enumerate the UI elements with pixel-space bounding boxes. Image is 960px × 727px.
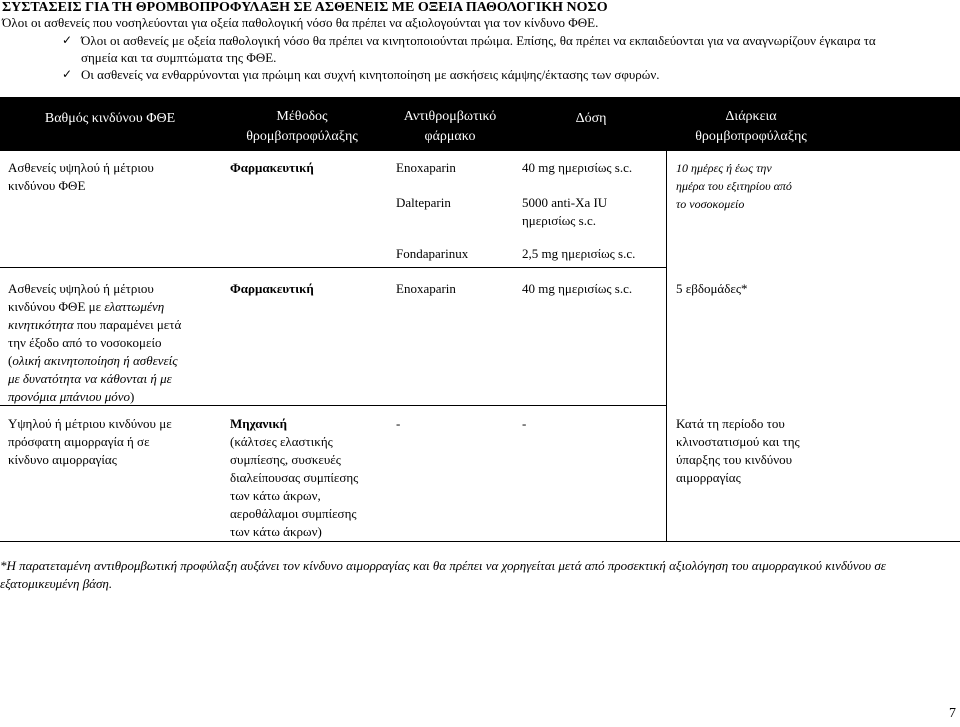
row2-method: Φαρμακευτική bbox=[230, 281, 314, 296]
text-run: κινδύνου ΦΘΕ με bbox=[8, 299, 105, 314]
text-run: ) bbox=[130, 389, 135, 404]
text-line: αεροθάλαμοι συμπίεσης bbox=[230, 506, 357, 521]
header-drug bbox=[384, 107, 516, 147]
text-line bbox=[8, 388, 223, 406]
row3-method bbox=[230, 415, 380, 541]
row1-risk bbox=[8, 159, 218, 195]
page-number: 7 bbox=[949, 706, 956, 721]
text-line: των κάτω άκρων) bbox=[230, 524, 322, 539]
header-duration bbox=[666, 107, 836, 147]
row2-risk bbox=[8, 280, 223, 406]
header-risk: Βαθμός κινδύνου ΦΘΕ bbox=[44, 111, 176, 126]
text-line: Ασθενείς υψηλού ή μέτριου bbox=[8, 160, 154, 175]
text-run: ( bbox=[8, 353, 13, 368]
text-line: Υψηλού ή μέτριου κινδύνου με bbox=[8, 416, 172, 431]
check-icon: ✓ bbox=[62, 67, 73, 81]
row1-duration bbox=[676, 159, 836, 213]
bullet-item bbox=[62, 66, 942, 83]
row2-duration: 5 εβδομάδες* bbox=[676, 281, 748, 296]
intro-text: Όλοι οι ασθενείς που νοσηλεύονται για οξεία παθολογική νόσο θα πρέπει να αξιολογούνται για τον κίνδυνο ΦΘΕ. bbox=[2, 15, 599, 30]
row1-method: Φαρμακευτική bbox=[230, 160, 314, 175]
text-line: 10 ημέρες ή έως την bbox=[676, 161, 772, 175]
header-method bbox=[220, 107, 384, 147]
row3-duration bbox=[676, 415, 846, 487]
bullet-line: Οι ασθενείς να ενθαρρύνονται για πρώιμη και συχνή κινητοποίηση με ασκήσεις κάμψης/έκτασης των σφυρών. bbox=[81, 67, 660, 82]
header-line: Μέθοδος bbox=[276, 109, 328, 124]
table-bottom-line bbox=[0, 541, 960, 542]
row1-dose-dalteparin bbox=[522, 194, 662, 230]
text-line: ύπαρξης του κινδύνου bbox=[676, 452, 793, 467]
text-line: το νοσοκομείο bbox=[676, 197, 745, 211]
text-line: Μηχανική bbox=[230, 416, 287, 431]
row-divider bbox=[0, 267, 667, 268]
row2-dose: 40 mg ημερισίως s.c. bbox=[522, 281, 633, 296]
row3-dose: - bbox=[522, 416, 527, 431]
text-line bbox=[8, 316, 223, 334]
header-line: θρομβοπροφύλαξης bbox=[695, 129, 807, 144]
text-line: ημερισίως s.c. bbox=[522, 213, 597, 228]
row3-drug: - bbox=[396, 416, 401, 431]
header-line: φάρμακο bbox=[424, 129, 476, 144]
bullet-item bbox=[62, 32, 957, 66]
text-line: κινδύνου ΦΘΕ bbox=[8, 178, 86, 193]
header-line: θρομβοπροφύλαξης bbox=[246, 129, 358, 144]
page-title: ΣΥΣΤΑΣΕΙΣ ΓΙΑ ΤΗ ΘΡΟΜΒΟΠΡΟΦΥΛΑΞΗ ΣΕ ΑΣΘΕΝΕΙΣ ΜΕ ΟΞΕΙΑ ΠΑΘΟΛΟΓΙΚΗ ΝΟΣΟ bbox=[2, 0, 608, 15]
header-dose: Δόση bbox=[575, 111, 607, 126]
text-line: την έξοδο από το νοσοκομείο bbox=[8, 335, 162, 350]
check-icon: ✓ bbox=[62, 33, 73, 47]
text-line: πρόσφατη αιμορραγία ή σε bbox=[8, 434, 150, 449]
bullet-line: σημεία και τα συμπτώματα της ΦΘΕ. bbox=[81, 50, 277, 65]
row1-drug-fondaparinux: Fondaparinux bbox=[396, 246, 469, 261]
text-run: που παραμένει μετά bbox=[73, 317, 182, 332]
row1-dose-fondaparinux: 2,5 mg ημερισίως s.c. bbox=[522, 246, 636, 261]
text-line: ημέρα του εξιτηρίου από bbox=[676, 179, 792, 193]
text-line: 5000 anti-Xa IU bbox=[522, 195, 608, 210]
text-line: συμπίεσης, συσκευές bbox=[230, 452, 341, 467]
text-line: με δυνατότητα να κάθονται ή με bbox=[8, 371, 172, 386]
text-line: Κατά τη περίοδο του bbox=[676, 416, 785, 431]
text-run: ολική ακινητοποίηση ή ασθενείς bbox=[12, 353, 178, 368]
row3-risk bbox=[8, 415, 223, 469]
footnote: *Η παρατεταμένη αντιθρομβωτική προφύλαξη αυξάνει τον κίνδυνο αιμορραγίας και θα πρέπει να χορηγείται μετά από προσεκτική αξιολόγηση του αιμορραγικού κινδύνου σε εξατομικευμένη βάση. bbox=[0, 558, 886, 591]
text-line bbox=[8, 352, 223, 370]
text-line: αιμορραγίας bbox=[676, 470, 741, 485]
row2-drug: Enoxaparin bbox=[396, 281, 456, 296]
text-line bbox=[8, 298, 223, 316]
text-line: Ασθενείς υψηλού ή μέτριου bbox=[8, 281, 154, 296]
text-line: κίνδυνο αιμορραγίας bbox=[8, 452, 117, 467]
header-line: Αντιθρομβωτικό bbox=[403, 109, 497, 124]
text-run: ελαττωμένη bbox=[104, 299, 165, 314]
text-line: (κάλτσες ελαστικής bbox=[230, 434, 333, 449]
text-run: κινητικότητα bbox=[8, 317, 74, 332]
text-line: κλινοστατισμού και της bbox=[676, 434, 800, 449]
bullet-line: Όλοι οι ασθενείς με οξεία παθολογική νόσο θα πρέπει να κινητοποιούνται πρώιμα. Επίσης, θα πρέπει να εκπαιδεύονται για να αναγνωρίζουν έγκαιρα τα bbox=[81, 33, 876, 48]
text-line: των κάτω άκρων, bbox=[230, 488, 321, 503]
header-line: Διάρκεια bbox=[725, 109, 777, 124]
row1-dose-enoxaparin: 40 mg ημερισίως s.c. bbox=[522, 160, 633, 175]
text-run: προνόμια μπάνιου μόνο bbox=[8, 389, 130, 404]
row1-drug-enoxaparin: Enoxaparin bbox=[396, 160, 456, 175]
column-divider bbox=[666, 151, 667, 541]
text-line: διαλείπουσας συμπίεσης bbox=[230, 470, 359, 485]
row1-drug-dalteparin: Dalteparin bbox=[396, 195, 451, 210]
